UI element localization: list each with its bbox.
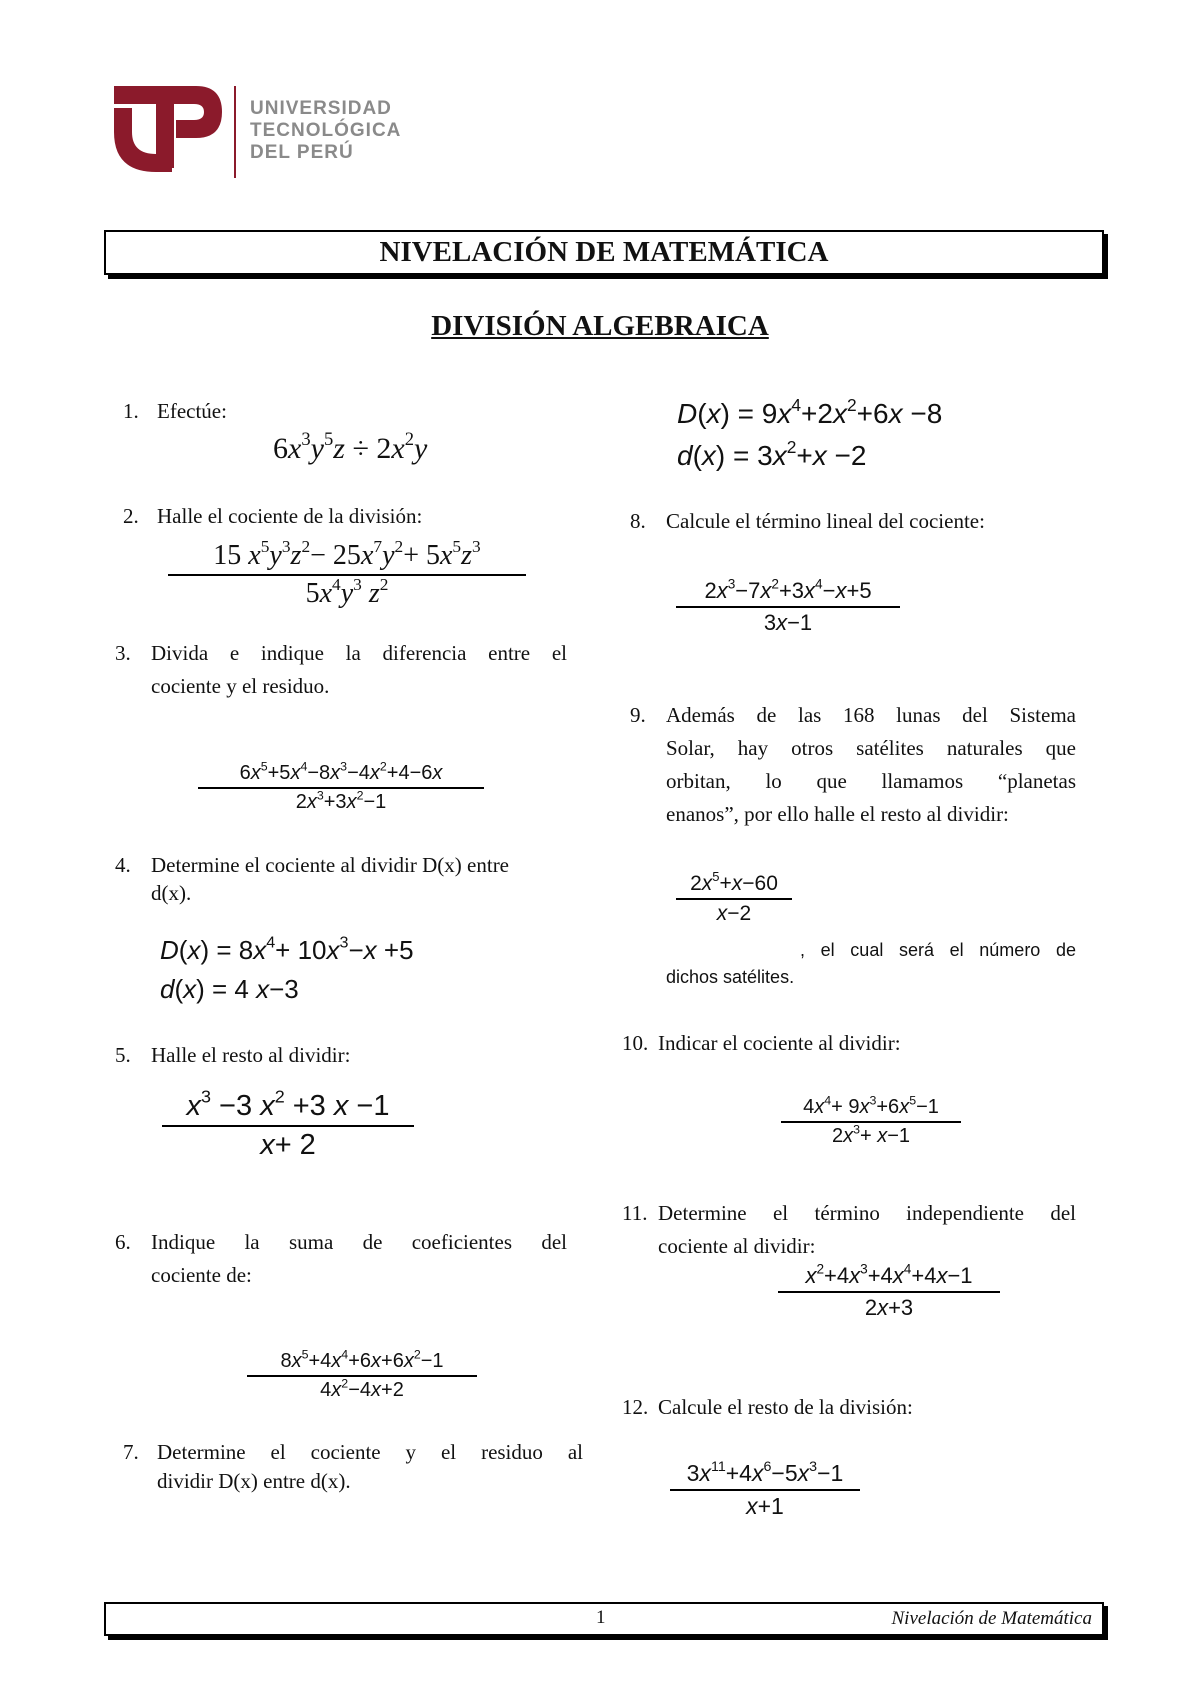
problem-2-fraction: 15 $x^5y^3z^2- 25x^7y^2+ 5x^5z^3$ $5x^4y^3$ $z^2$	[168, 540, 526, 610]
problem-2-number: 2.	[123, 504, 139, 528]
problem-8-number: 8.	[630, 509, 646, 533]
problem-3-fraction: $6x^5+5x^4-8x^3-4x^2+4-6x$ $2x^3+3x^2-1$	[198, 762, 484, 814]
problem-12-fraction: $3x^{11}+4x^6-5x^3-1$ x+1	[670, 1460, 860, 1520]
problem-4-dividend: $D(x) = 8x^4+ 10x^3-x +5$	[160, 933, 414, 965]
problem-5-text: Halle el resto al dividir:	[151, 1043, 351, 1067]
problem-1-number: 1.	[123, 399, 139, 423]
problem-9-note-line-2: dichos satélites.	[666, 967, 795, 987]
problem-9-text-line-1: Además de las 168 lunas del Sistema	[666, 703, 1076, 727]
title-box	[104, 230, 1104, 275]
page-title: NIVELACIÓN DE MATEMÁTICA	[379, 236, 829, 268]
problem-1-expression: $6x^3y^5z \div 2x^2y$	[273, 428, 428, 465]
problem-8-fraction: $2x^3-7x^2+3x^4-x+5$ 3x−1	[676, 578, 900, 636]
problem-7-text-line-1: Determine el cociente y el residuo al	[157, 1440, 583, 1464]
logo-line-2: TECNOLÓGICA	[250, 120, 402, 141]
problem-11-fraction: $x^2+4x^3+4x^4+4x-1$ 2x+3	[778, 1263, 1000, 1321]
problem-3-text-line-2: cociente y el residuo.	[151, 674, 330, 698]
problem-6-text-line-1: Indique la suma de coeficientes del	[151, 1230, 567, 1254]
problem-11-text-line-2: cociente al dividir:	[658, 1234, 816, 1258]
problem-9-number: 9.	[630, 703, 646, 727]
page-number: 1	[596, 1607, 606, 1628]
problem-6-number: 6.	[115, 1230, 131, 1254]
problem-1-text: Efectúe:	[157, 399, 227, 423]
subtitle	[0, 310, 1200, 343]
logo-line-3: DEL PERÚ	[250, 142, 354, 163]
problem-10-fraction: $4x^4+ 9x^3+6x^5-1$ $2x^3+ x-1$	[781, 1096, 961, 1148]
problem-9-text-line-4: enanos”, por ello halle el resto al dividir:	[666, 802, 1009, 826]
problem-7-divisor: $d(x) = 3x^2+x -2$	[677, 436, 867, 471]
problem-5-fraction: $x^3 -3$ $x^2 +3$ x −1 x+ 2	[162, 1090, 414, 1162]
problem-4-text-line-2: d(x).	[151, 881, 192, 905]
page-footer	[104, 1602, 1104, 1636]
problem-6-text-line-2: cociente de:	[151, 1263, 252, 1287]
problem-4-number: 4.	[115, 853, 131, 877]
logo-line-1: UNIVERSIDAD	[250, 98, 392, 119]
problem-12-text: Calcule el resto de la división:	[658, 1395, 913, 1419]
problem-7-dividend: $D(x) = 9x^4+2x^2+6x -8$	[677, 394, 943, 429]
section-title: DIVISIÓN ALGEBRAICA	[431, 310, 769, 342]
problem-3-number: 3.	[115, 641, 131, 665]
problem-4-text-line-1: Determine el cociente al dividir D(x) entre	[151, 853, 510, 877]
problem-9-text-line-2: Solar, hay otros satélites naturales que	[666, 736, 1076, 760]
footer-text: Nivelación de Matemática	[891, 1608, 1092, 1629]
problem-2-text: Halle el cociente de la división:	[157, 504, 423, 528]
problem-10-text: Indicar el cociente al dividir:	[658, 1031, 901, 1055]
problem-7-number: 7.	[123, 1440, 139, 1464]
problem-4-divisor: d(x) = 4 x−3	[160, 974, 299, 1004]
problem-9-text-line-3: orbitan, lo que llamamos “planetas	[666, 769, 1076, 793]
university-logo	[110, 80, 410, 190]
problem-6-fraction: $8x^5+4x^4+6x+6x^2-1$ $4x^2-4x+2$	[247, 1350, 477, 1402]
problem-11-number: 11.	[622, 1201, 648, 1225]
problem-9-note-line-1: , el cual será el número de	[800, 940, 1076, 960]
problem-7-text-line-2: dividir D(x) entre d(x).	[157, 1469, 351, 1493]
problem-8-text: Calcule el término lineal del cociente:	[666, 509, 985, 533]
problem-5-number: 5.	[115, 1043, 131, 1067]
problem-10-number: 10.	[622, 1031, 649, 1055]
problem-11-text-line-1: Determine el término independiente del	[658, 1201, 1076, 1225]
problem-3-text-line-1: Divida e indique la diferencia entre el	[151, 641, 567, 665]
problem-9-fraction: $2x^5+x-60$ x−2	[676, 872, 792, 926]
problem-12-number: 12.	[622, 1395, 649, 1419]
logo-divider	[234, 86, 236, 178]
utp-logo-icon	[110, 80, 230, 180]
